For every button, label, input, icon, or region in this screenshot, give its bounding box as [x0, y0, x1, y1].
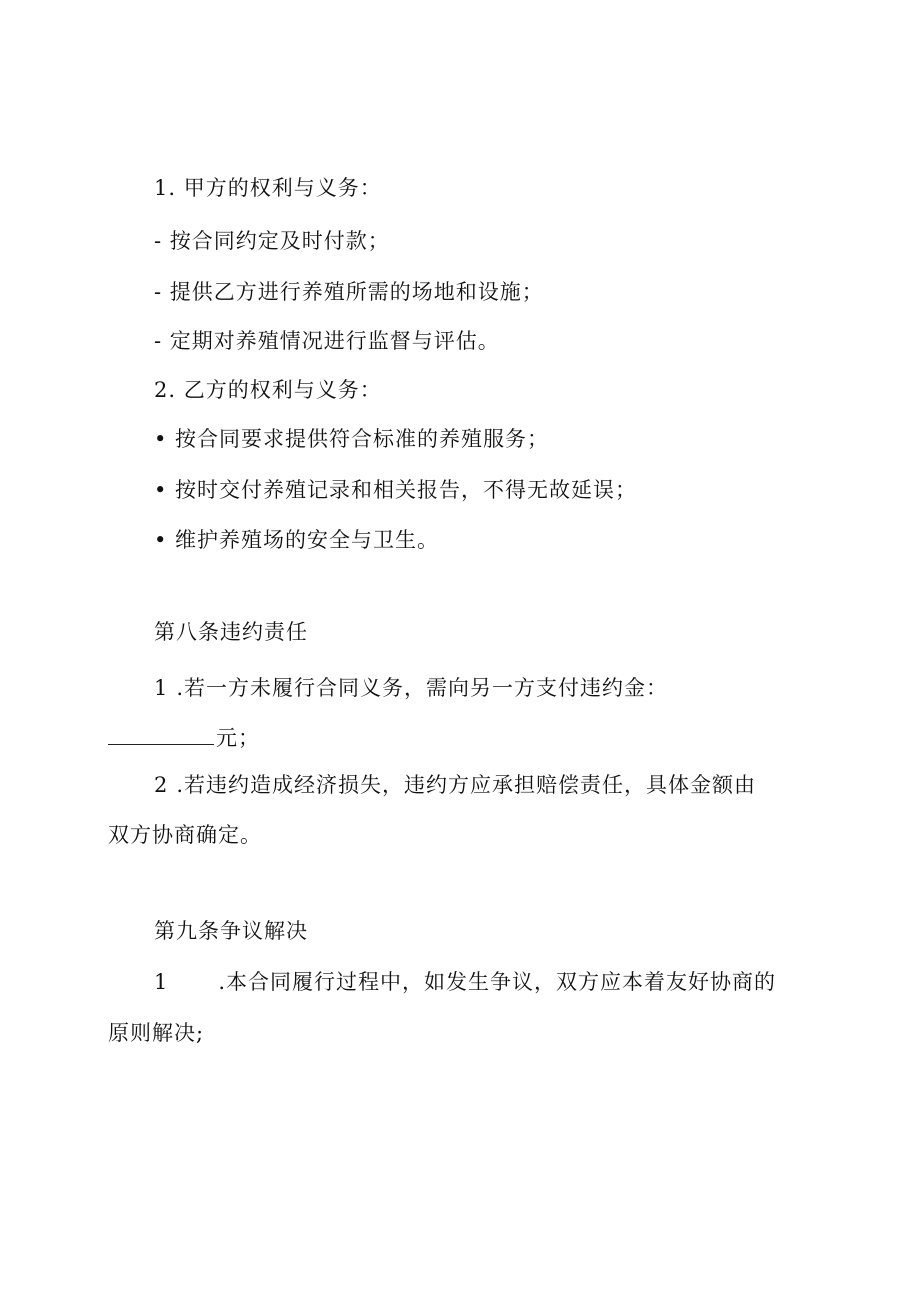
party-a-item-2: - 提供乙方进行养殖所需的场地和设施；: [154, 280, 544, 304]
party-b-item-3: • 维护养殖场的安全与卫生。: [154, 528, 440, 552]
party-a-heading: 1. 甲方的权利与义务：: [154, 176, 382, 200]
party-b-item-1: • 按合同要求提供符合标准的养殖服务；: [154, 427, 550, 451]
article-8-clause-2-continuation: 双方协商确定。: [108, 823, 262, 847]
clause-text: .本合同履行过程中，如发生争议，双方应本着友好协商的: [218, 970, 777, 994]
clause-number: 2: [154, 773, 169, 797]
clause-text: 元；: [216, 726, 260, 750]
penalty-amount-blank: [108, 722, 214, 745]
clause-text: .若违约造成经济损失，违约方应承担赔偿责任，具体金额由: [176, 773, 757, 797]
clause-number: 1: [154, 676, 169, 700]
party-b-item-2: • 按时交付养殖记录和相关报告，不得无故延误；: [154, 478, 638, 502]
party-a-item-3: - 定期对养殖情况进行监督与评估。: [154, 329, 500, 353]
article-8-clause-2: [154, 770, 756, 800]
article-9-clause-1: [154, 967, 776, 997]
clause-number: 1: [154, 970, 169, 994]
article-8-clause-1-continuation: [108, 722, 260, 753]
clause-text: .若一方未履行合同义务，需向另一方支付违约金：: [176, 676, 669, 700]
article-9-title: 第九条争议解决: [154, 919, 308, 943]
party-b-heading: 2. 乙方的权利与义务：: [154, 378, 382, 402]
party-a-item-1: - 按合同约定及时付款；: [154, 229, 390, 253]
article-9-clause-1-continuation: 原则解决;: [108, 1021, 205, 1045]
article-8-clause-1: [154, 673, 668, 703]
article-8-title: 第八条违约责任: [154, 620, 308, 644]
